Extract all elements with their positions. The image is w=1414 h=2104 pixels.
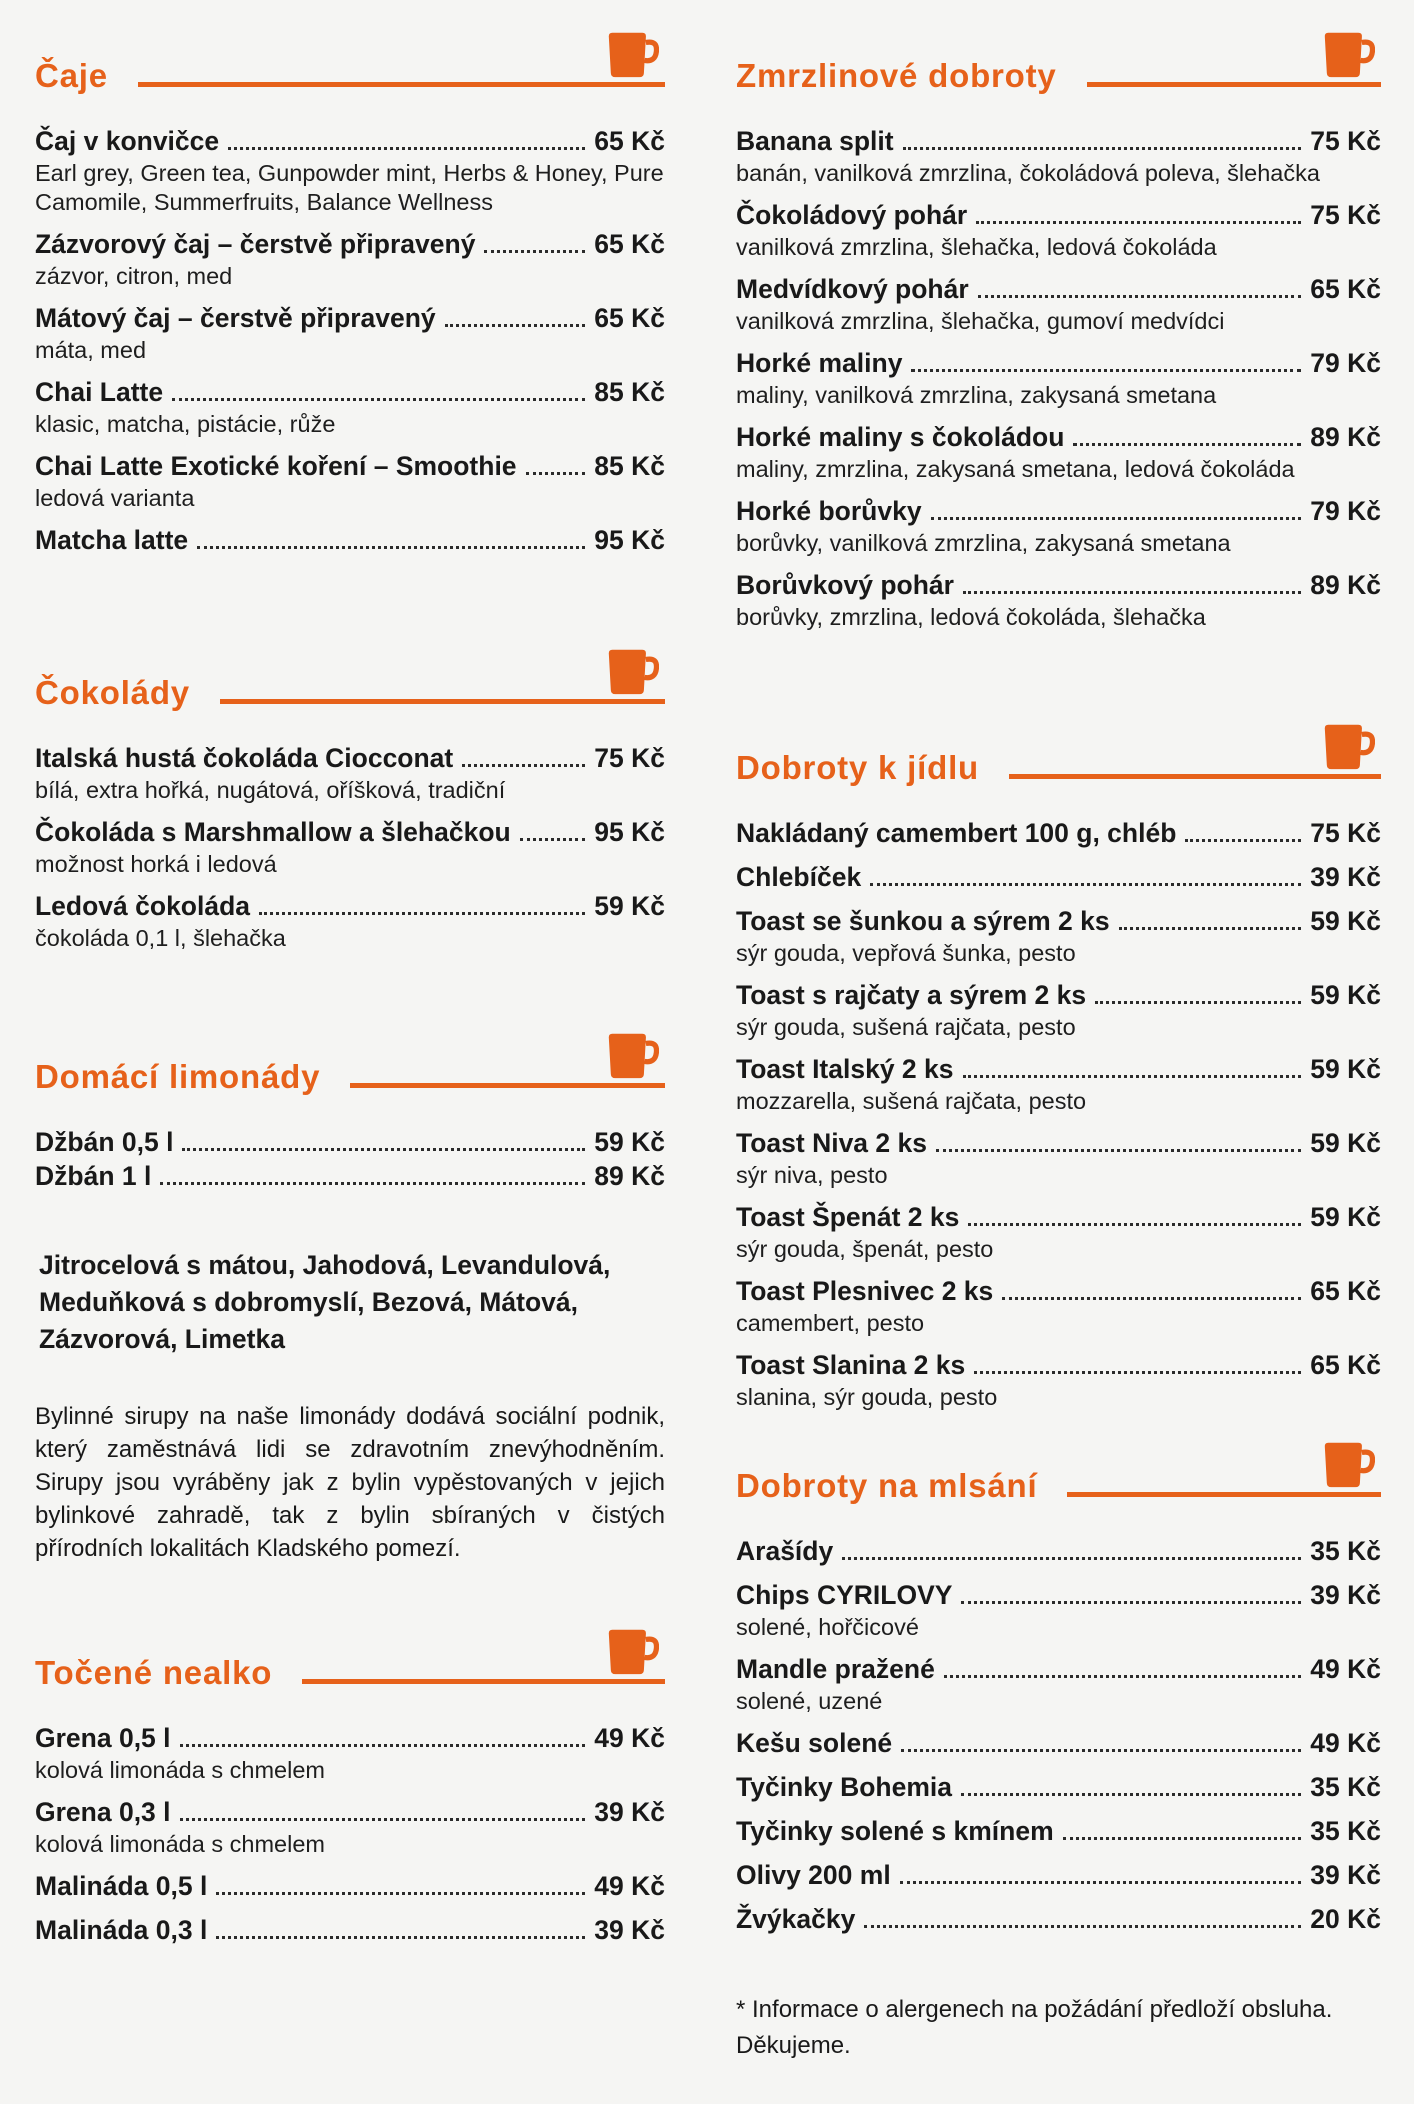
item-description: solené, uzené (736, 1688, 883, 1714)
item-name: Čokoláda s Marshmallow a šlehačkou (35, 817, 511, 847)
dotted-leader (864, 1925, 1301, 1928)
item-name: Toast s rajčaty a sýrem 2 ks (736, 980, 1087, 1010)
item-price: 59 Kč (1310, 1054, 1381, 1084)
menu-item (35, 301, 665, 365)
item-row (35, 1159, 665, 1193)
item-row (736, 1652, 1381, 1686)
item-row (736, 346, 1381, 380)
cup-icon (1317, 1440, 1375, 1493)
menu-item (736, 978, 1381, 1042)
section-rule (1009, 728, 1381, 786)
dotted-leader (911, 369, 1301, 372)
menu-item (35, 227, 665, 291)
section-items (736, 1534, 1381, 1936)
item-name: Grena 0,3 l (35, 1797, 171, 1827)
item-row (35, 1913, 665, 1947)
item-row (736, 1726, 1381, 1760)
item-price: 59 Kč (1310, 1128, 1381, 1158)
section-title: Čaje (35, 56, 108, 94)
item-name: Tyčinky solené s kmínem (736, 1816, 1054, 1846)
item-name: Ledová čokoláda (35, 891, 251, 921)
item-row (736, 978, 1381, 1012)
item-name: Matcha latte (35, 525, 189, 555)
item-name: Kešu solené (736, 1728, 893, 1758)
menu-item (736, 1126, 1381, 1190)
menu-item (35, 1869, 665, 1903)
dotted-leader (944, 1675, 1301, 1678)
section-header (35, 1037, 665, 1095)
item-price: 75 Kč (1310, 126, 1381, 156)
dotted-leader (180, 1818, 586, 1821)
item-price: 49 Kč (1310, 1728, 1381, 1758)
dotted-leader (216, 1936, 585, 1939)
item-name: Chlebíček (736, 862, 862, 892)
dotted-leader (963, 591, 1301, 594)
item-price: 65 Kč (1310, 274, 1381, 304)
item-row (35, 227, 665, 261)
dotted-leader (961, 1793, 1301, 1796)
item-name: Džbán 0,5 l (35, 1127, 174, 1157)
item-description: mozzarella, sušená rajčata, pesto (736, 1088, 1087, 1114)
dotted-leader (1095, 1001, 1301, 1004)
item-description: kolová limonáda s chmelem (35, 1831, 325, 1857)
item-price: 79 Kč (1310, 496, 1381, 526)
flavor-list: Jitrocelová s mátou, Jahodová, Levandulová, Meduňková s dobromyslí, Bezová, Mátová, Zázvorová, Limetka (39, 1250, 611, 1354)
item-description: solené, hořčicové (736, 1614, 919, 1640)
menu-item (736, 1858, 1381, 1892)
cup-icon (601, 1031, 659, 1084)
section-items (736, 816, 1381, 1412)
item-price: 49 Kč (594, 1871, 665, 1901)
section-header (736, 728, 1381, 786)
dotted-leader (1185, 839, 1301, 842)
menu-item (35, 1913, 665, 1947)
item-price: 59 Kč (1310, 906, 1381, 936)
item-name: Medvídkový pohár (736, 274, 969, 304)
item-name: Grena 0,5 l (35, 1723, 171, 1753)
item-name: Čaj v konvičce (35, 126, 220, 156)
dotted-leader (160, 1182, 585, 1185)
item-name: Džbán 1 l (35, 1161, 152, 1191)
menu-section (736, 36, 1381, 632)
item-row (736, 124, 1381, 158)
item-description: Earl grey, Green tea, Gunpowder mint, Herbs & Honey, Pure Camomile, Summerfruits, Balance Wellness (35, 160, 664, 215)
dotted-leader (974, 1371, 1301, 1374)
menu-section (35, 1037, 665, 1565)
dotted-leader (1119, 927, 1302, 930)
section-rule (220, 653, 665, 711)
item-price: 65 Kč (1310, 1276, 1381, 1306)
section-items (35, 124, 665, 557)
cup-icon (601, 1627, 659, 1680)
dotted-leader (1002, 1297, 1301, 1300)
item-name: Horké borůvky (736, 496, 922, 526)
item-row (736, 1770, 1381, 1804)
menu-item (736, 124, 1381, 188)
item-row (736, 1902, 1381, 1936)
menu-item (736, 1578, 1381, 1642)
section-items (35, 741, 665, 953)
dotted-leader (228, 147, 585, 150)
menu-item (35, 1795, 665, 1859)
menu-item (35, 1125, 665, 1159)
item-name: Čokoládový pohár (736, 200, 968, 230)
dotted-leader (172, 398, 585, 401)
section-title: Zmrzlinové dobroty (736, 56, 1057, 94)
dotted-leader (259, 912, 585, 915)
item-row (736, 494, 1381, 528)
item-description: camembert, pesto (736, 1310, 925, 1336)
item-price: 85 Kč (594, 377, 665, 407)
item-description: sýr niva, pesto (736, 1162, 888, 1188)
item-price: 49 Kč (1310, 1654, 1381, 1684)
menu-section (35, 1633, 665, 1947)
item-price: 59 Kč (594, 1127, 665, 1157)
menu-section (35, 36, 665, 557)
item-name: Toast se šunkou a sýrem 2 ks (736, 906, 1110, 936)
item-row (736, 568, 1381, 602)
item-price: 79 Kč (1310, 348, 1381, 378)
menu-item (35, 889, 665, 953)
item-description: kolová limonáda s chmelem (35, 1757, 325, 1783)
footnote-line2: Děkujeme. (736, 2032, 851, 2059)
item-row (736, 198, 1381, 232)
dotted-leader (968, 1223, 1301, 1226)
item-price: 35 Kč (1310, 1536, 1381, 1566)
menu-column-left (35, 36, 665, 2064)
dotted-leader (182, 1148, 585, 1151)
menu-item (736, 1902, 1381, 1936)
section-title: Domácí limonády (35, 1057, 321, 1095)
section-header (35, 1633, 665, 1691)
item-row (736, 1348, 1381, 1382)
item-row (35, 1795, 665, 1829)
item-name: Malináda 0,3 l (35, 1915, 208, 1945)
item-name: Malináda 0,5 l (35, 1871, 208, 1901)
item-price: 59 Kč (1310, 1202, 1381, 1232)
menu-item (736, 904, 1381, 968)
item-name: Žvýkačky (736, 1904, 856, 1934)
item-row (35, 889, 665, 923)
cup-icon (601, 30, 659, 83)
section-title: Točené nealko (35, 1653, 273, 1691)
item-description: zázvor, citron, med (35, 263, 233, 289)
item-row (736, 420, 1381, 454)
item-row (736, 1814, 1381, 1848)
item-row (35, 449, 665, 483)
section-header (35, 36, 665, 94)
section-rule (1087, 36, 1381, 94)
dotted-leader (961, 1601, 1301, 1604)
item-description: borůvky, zmrzlina, ledová čokoláda, šlehačka (736, 604, 1206, 630)
section-items (35, 1721, 665, 1947)
menu-item (736, 494, 1381, 558)
item-name: Mátový čaj – čerstvě připravený (35, 303, 436, 333)
dotted-leader (216, 1892, 585, 1895)
section-rule (302, 1633, 665, 1691)
dotted-leader (842, 1557, 1301, 1560)
item-description: klasic, matcha, pistácie, růže (35, 411, 336, 437)
item-price: 65 Kč (594, 229, 665, 259)
menu-item (35, 741, 665, 805)
dotted-leader (445, 324, 586, 327)
item-row (35, 375, 665, 409)
item-price: 49 Kč (594, 1723, 665, 1753)
section-rule (138, 36, 665, 94)
header-underline (138, 82, 665, 87)
item-row (35, 124, 665, 158)
item-description: maliny, zmrzlina, zakysaná smetana, ledová čokoláda (736, 456, 1295, 482)
item-row (35, 1869, 665, 1903)
item-description: banán, vanilková zmrzlina, čokoládová poleva, šlehačka (736, 160, 1320, 186)
section-rule (350, 1037, 665, 1095)
item-description: sýr gouda, špenát, pesto (736, 1236, 994, 1262)
item-price: 20 Kč (1310, 1904, 1381, 1934)
section-title: Čokolády (35, 673, 190, 711)
dotted-leader (900, 1881, 1302, 1884)
item-description: máta, med (35, 337, 147, 363)
item-price: 85 Kč (594, 451, 665, 481)
menu-item (35, 1721, 665, 1785)
item-row (736, 1052, 1381, 1086)
section-rule (1067, 1446, 1381, 1504)
item-description: sýr gouda, sušená rajčata, pesto (736, 1014, 1076, 1040)
item-description: slanina, sýr gouda, pesto (736, 1384, 998, 1410)
section-title: Dobroty na mlsání (736, 1466, 1038, 1504)
item-name: Zázvorový čaj – čerstvě připravený (35, 229, 476, 259)
dotted-leader (978, 295, 1302, 298)
allergen-footnote (736, 1992, 1381, 2064)
syrup-note: Bylinné sirupy na naše limonády dodává sociální podnik, který zaměstnává lidi se zdravotním znevýhodněním. Sirupy jsou vyráběny jak z bylin vypěstovaných v jejich bylinkové zahradě, tak z bylin sbíraných v čistých přírodních lokalitách Kladského pomezí. (35, 1403, 665, 1562)
dotted-leader (180, 1744, 586, 1747)
item-name: Chips CYRILOVY (736, 1580, 953, 1610)
menu-item (736, 1534, 1381, 1568)
item-price: 59 Kč (1310, 980, 1381, 1010)
item-price: 39 Kč (594, 1797, 665, 1827)
item-price: 75 Kč (1310, 200, 1381, 230)
item-name: Horké maliny (736, 348, 903, 378)
dotted-leader (901, 1749, 1301, 1752)
item-row (35, 815, 665, 849)
menu-item (736, 1652, 1381, 1716)
item-row (736, 1274, 1381, 1308)
dotted-leader (484, 250, 585, 253)
item-name: Banana split (736, 126, 894, 156)
item-price: 75 Kč (1310, 818, 1381, 848)
dotted-leader (526, 472, 586, 475)
item-price: 39 Kč (1310, 1580, 1381, 1610)
item-price: 75 Kč (594, 743, 665, 773)
section-header (736, 1446, 1381, 1504)
item-name: Toast Plesnivec 2 ks (736, 1276, 994, 1306)
item-row (736, 1578, 1381, 1612)
item-price: 95 Kč (594, 817, 665, 847)
menu-item (736, 1348, 1381, 1412)
item-row (736, 1534, 1381, 1568)
dotted-leader (936, 1149, 1301, 1152)
item-price: 59 Kč (594, 891, 665, 921)
item-name: Nakládaný camembert 100 g, chléb (736, 818, 1177, 848)
item-name: Chai Latte (35, 377, 164, 407)
item-row (35, 1125, 665, 1159)
menu-item (736, 346, 1381, 410)
menu-item (35, 124, 665, 217)
dotted-leader (870, 883, 1301, 886)
item-description: sýr gouda, vepřová šunka, pesto (736, 940, 1076, 966)
item-price: 89 Kč (1310, 422, 1381, 452)
menu-item (35, 523, 665, 557)
item-row (736, 904, 1381, 938)
item-name: Toast Italský 2 ks (736, 1054, 954, 1084)
dotted-leader (1073, 443, 1301, 446)
item-row (736, 860, 1381, 894)
item-row (35, 523, 665, 557)
cup-icon (601, 647, 659, 700)
item-description: čokoláda 0,1 l, šlehačka (35, 925, 286, 951)
header-underline (220, 699, 665, 704)
menu-item (35, 449, 665, 513)
menu-item (736, 860, 1381, 894)
menu-section (35, 653, 665, 953)
dotted-leader (903, 147, 1302, 150)
item-price: 65 Kč (594, 303, 665, 333)
item-price: 35 Kč (1310, 1772, 1381, 1802)
item-price: 65 Kč (594, 126, 665, 156)
item-name: Arašídy (736, 1536, 834, 1566)
item-name: Borůvkový pohár (736, 570, 954, 600)
item-price: 65 Kč (1310, 1350, 1381, 1380)
item-description: bílá, extra hořká, nugátová, oříšková, tradiční (35, 777, 506, 803)
menu-item (736, 816, 1381, 850)
item-row (35, 741, 665, 775)
dotted-leader (520, 838, 586, 841)
item-description: vanilková zmrzlina, šlehačka, ledová čokoláda (736, 234, 1217, 260)
item-description: možnost horká i ledová (35, 851, 277, 877)
dotted-leader (976, 221, 1301, 224)
item-price: 39 Kč (1310, 1860, 1381, 1890)
menu-item (736, 198, 1381, 262)
item-price: 89 Kč (1310, 570, 1381, 600)
section-items (736, 124, 1381, 632)
menu-item (35, 1159, 665, 1193)
item-price: 89 Kč (594, 1161, 665, 1191)
item-row (736, 272, 1381, 306)
menu-item (35, 375, 665, 439)
item-price: 35 Kč (1310, 1816, 1381, 1846)
section-title: Dobroty k jídlu (736, 748, 979, 786)
item-description: vanilková zmrzlina, šlehačka, gumoví medvídci (736, 308, 1225, 334)
item-description: borůvky, vanilková zmrzlina, zakysaná smetana (736, 530, 1231, 556)
section-header (736, 36, 1381, 94)
menu-item (736, 1770, 1381, 1804)
menu-item (736, 1726, 1381, 1760)
item-name: Chai Latte Exotické koření – Smoothie (35, 451, 517, 481)
menu-item (736, 272, 1381, 336)
item-row (35, 301, 665, 335)
item-price: 39 Kč (1310, 862, 1381, 892)
item-row (736, 816, 1381, 850)
item-price: 95 Kč (594, 525, 665, 555)
item-name: Toast Slanina 2 ks (736, 1350, 966, 1380)
item-name: Olivy 200 ml (736, 1860, 891, 1890)
menu-item (736, 1200, 1381, 1264)
section-header (35, 653, 665, 711)
item-name: Mandle pražené (736, 1654, 935, 1684)
dotted-leader (197, 546, 585, 549)
item-row (35, 1721, 665, 1755)
menu-item (35, 815, 665, 879)
item-name: Tyčinky Bohemia (736, 1772, 952, 1802)
item-name: Italská hustá čokoláda Ciocconat (35, 743, 454, 773)
dotted-leader (931, 517, 1302, 520)
cup-icon (1317, 30, 1375, 83)
item-description: maliny, vanilková zmrzlina, zakysaná smetana (736, 382, 1217, 408)
dotted-leader (462, 764, 585, 767)
menu-section (736, 1446, 1381, 1936)
item-description: ledová varianta (35, 485, 195, 511)
section-items (35, 1125, 665, 1193)
menu-column-right (736, 36, 1381, 2064)
menu-item (736, 1274, 1381, 1338)
item-name: Horké maliny s čokoládou (736, 422, 1065, 452)
item-row (736, 1858, 1381, 1892)
item-row (736, 1200, 1381, 1234)
dotted-leader (963, 1075, 1302, 1078)
item-name: Toast Niva 2 ks (736, 1128, 927, 1158)
footnote-line1: * Informace o alergenech na požádání předloží obsluha. (736, 1996, 1333, 2023)
menu-item (736, 1052, 1381, 1116)
dotted-leader (1063, 1837, 1302, 1840)
cup-icon (1317, 722, 1375, 775)
menu-item (736, 420, 1381, 484)
item-name: Toast Špenát 2 ks (736, 1202, 960, 1232)
item-row (736, 1126, 1381, 1160)
menu-item (736, 568, 1381, 632)
menu-item (736, 1814, 1381, 1848)
item-price: 39 Kč (594, 1915, 665, 1945)
menu-section (736, 728, 1381, 1412)
